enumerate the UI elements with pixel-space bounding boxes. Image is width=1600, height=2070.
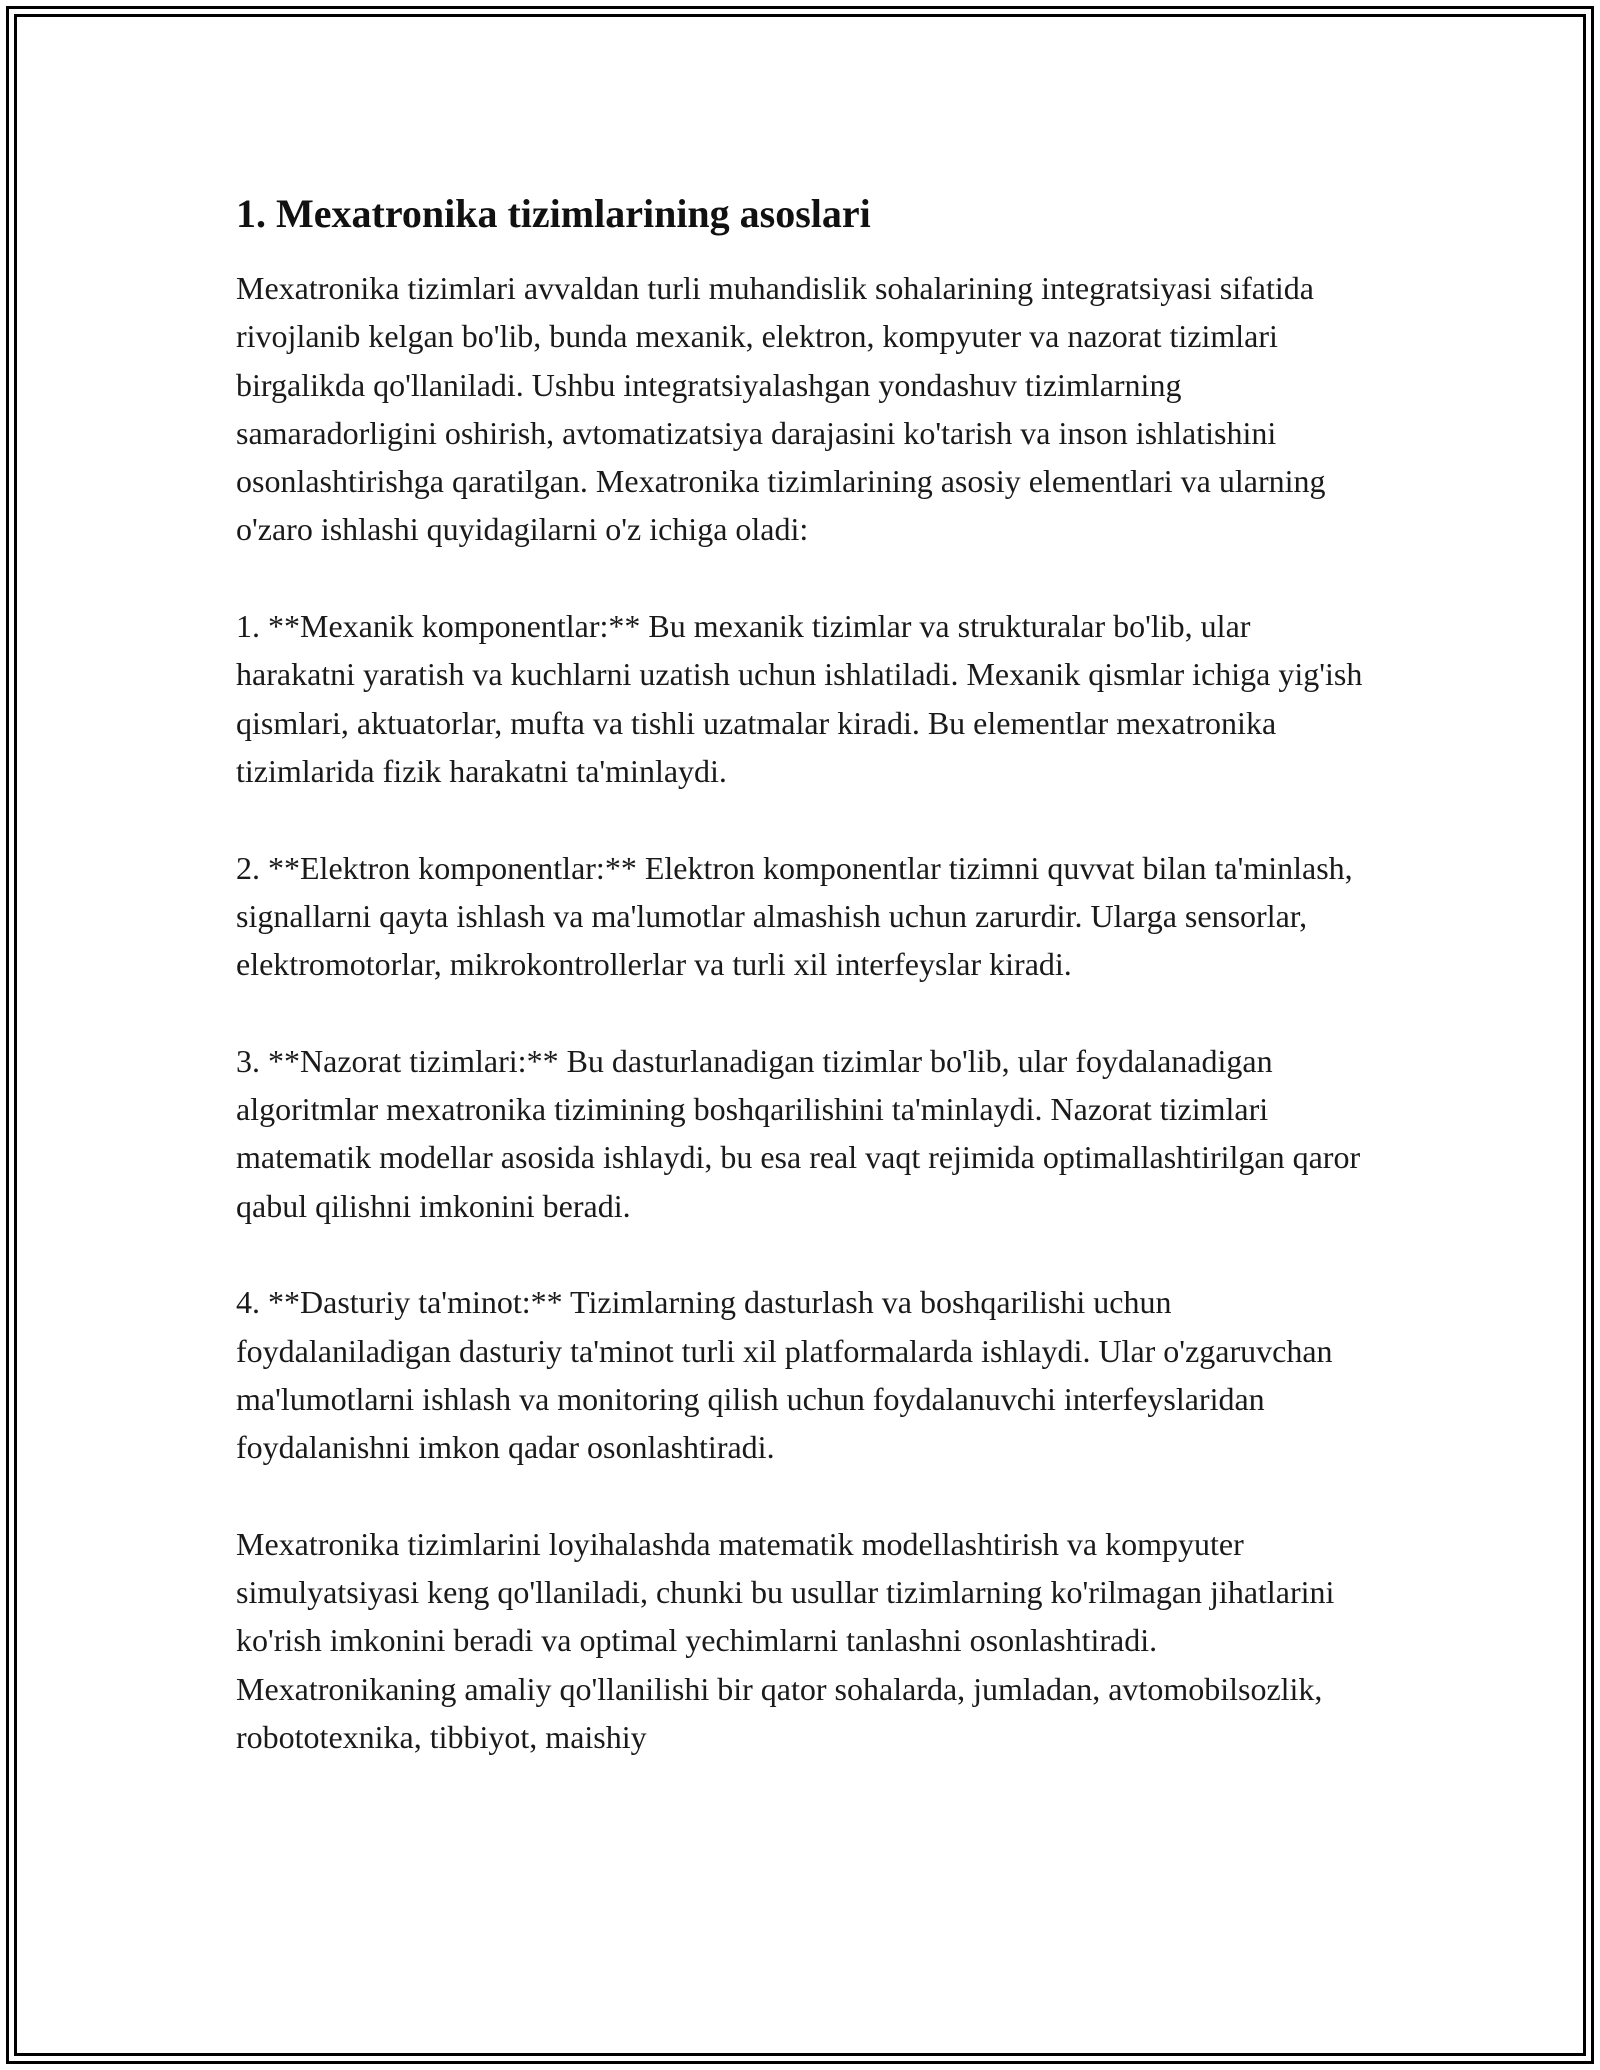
closing-paragraph: Mexatronika tizimlarini loyihalashda matematik modellashtirish va kompyuter simulyatsiyasi keng qo'llaniladi, chunki bu usullar tizimlarning ko'rilmagan jihatlarini ko'rish imkonini beradi va optimal yechimlarni tanlashni osonlashtiradi. Mexatronikaning amaliy qo'llanilishi bir qator sohalarda, jumladan, avtomobilsozlik, robototexnika, tibbiyot, maishiy: [236, 1525, 1335, 1755]
document-body: [236, 188, 1376, 1761]
list-item-software: 4. **Dasturiy ta'minot:** Tizimlarning dasturlash va boshqarilishi uchun foydalaniladigan dasturiy ta'minot turli xil platformalarda ishlaydi. Ular o'zgaruvchan ma'lumotlarni ishlash va monitoring qilish uchun foydalanuvchi interfeyslaridan foydalanishni imkon qadar osonlashtiradi.: [236, 1284, 1333, 1466]
list-item-electronic: 2. **Elektron komponentlar:** Elektron komponentlar tizimni quvvat bilan ta'minlash, signallarni qayta ishlash va ma'lumotlar almashish uchun zarurdir. Ularga sensorlar, elektromotorlar, mikrokontrollerlar va turli xil interfeyslar kiradi.: [236, 849, 1353, 983]
list-item-control: 3. **Nazorat tizimlari:** Bu dasturlanadigan tizimlar bo'lib, ular foydalanadigan algoritmlar mexatronika tizimining boshqarilishini ta'minlaydi. Nazorat tizimlari matematik modellar asosida ishlaydi, bu esa real vaqt rejimida optimallashtirilgan qaror qabul qilishni imkonini beradi.: [236, 1042, 1361, 1224]
section-title: 1. Mexatronika tizimlarining asoslari: [236, 191, 871, 236]
intro-paragraph: Mexatronika tizimlari avvaldan turli muhandislik sohalarining integratsiyasi sifatida rivojlanib kelgan bo'lib, bunda mexanik, elektron, kompyuter va nazorat tizimlari birgalikda qo'llaniladi. Ushbu integratsiyalashgan yondashuv tizimlarning samaradorligini oshirish, avtomatizatsiya darajasini ko'tarish va inson ishlatishini osonlashtirishga qaratilgan. Mexatronika tizimlarining asosiy elementlari va ularning o'zaro ishlashi quyidagilarni o'z ichiga oladi:: [236, 270, 1326, 548]
list-item-mechanical: 1. **Mexanik komponentlar:** Bu mexanik tizimlar va strukturalar bo'lib, ular harakatni yaratish va kuchlarni uzatish uchun ishlatiladi. Mexanik qismlar ichiga yig'ish qismlari, aktuatorlar, mufta va tishli uzatmalar kiradi. Bu elementlar mexatronika tizimlarida fizik harakatni ta'minlaydi.: [236, 608, 1363, 789]
